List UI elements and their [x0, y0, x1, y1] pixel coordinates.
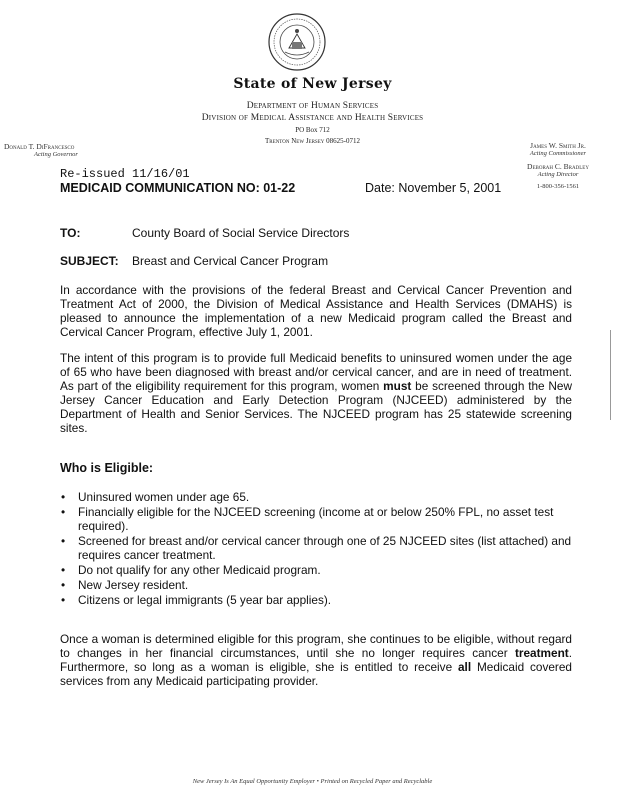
governor-block [4, 142, 78, 158]
list-item-text: Uninsured women under age 65. [78, 490, 250, 504]
eligibility-list [60, 490, 580, 608]
po-box: PO Box 712 [295, 126, 330, 134]
commissioner-title: Acting Commissioner [529, 150, 587, 157]
list-item-text: Do not qualify for any other Medicaid program. [78, 563, 321, 577]
governor-title: Acting Governor [34, 151, 78, 158]
department-name: Department of Human Services [246, 101, 379, 111]
communication-number: MEDICAID COMMUNICATION NO: 01-22 [60, 181, 296, 195]
subject-line [60, 254, 328, 268]
intent-paragraph [60, 351, 572, 435]
state-seal-icon [267, 12, 327, 72]
subject-label: SUBJECT: [60, 254, 119, 268]
list-item [60, 534, 580, 562]
continuation-text-1: Once a woman is determined eligible for this program, she continues to be eligible, without regard to changes in her financial circumstances, until she no longer requires cancer [60, 632, 572, 660]
director-title: Acting Director [537, 171, 579, 178]
footer-note: New Jersey Is An Equal Opportunity Employer • Printed on Recycled Paper and Recyclable [192, 778, 433, 785]
city-address: Trenton New Jersey 08625-0712 [265, 137, 360, 145]
date-value: November 5, 2001 [398, 181, 502, 195]
bullet-icon: • [61, 578, 66, 592]
reissued-stamp: Re-issued 11/16/01 [60, 167, 190, 181]
bullet-icon: • [61, 490, 66, 504]
governor-name: Donald T. DiFrancesco [4, 142, 75, 151]
bullet-icon: • [61, 505, 66, 519]
bullet-icon: • [61, 563, 66, 577]
date-label: Date: [365, 181, 395, 195]
bullet-icon: • [61, 534, 66, 548]
state-title: State of New Jersey [233, 76, 392, 92]
continuation-paragraph [60, 632, 572, 688]
division-name: Division of Medical Assistance and Health Services [201, 113, 424, 123]
phone-number: 1-800-356-1561 [536, 183, 580, 190]
list-item-text: Screened for breast and/or cervical cancer through one of 25 NJCEED sites (list attached) and requires cancer treatment. [78, 534, 572, 562]
list-item-text: Financially eligible for the NJCEED screening (income at or below 250% FPL, no asset test required). [78, 505, 554, 533]
continuation-emphasis-1: treatment [514, 646, 569, 660]
list-item [60, 578, 580, 592]
list-item [60, 563, 580, 577]
bullet-icon: • [61, 593, 66, 607]
continuation-text-3: Medicaid covered services from any Medicaid participating provider. [60, 660, 572, 688]
commissioner-name: James W. Smith Jr. [530, 141, 586, 150]
list-item [60, 505, 580, 533]
communication-date [365, 181, 501, 195]
intent-text-2: be screened through the New Jersey Cancer Education and Early Detection Program (NJCEED) administered by the Department of Health and Senior Services. The NJCEED program has 25 statewide screening sites. [60, 379, 572, 435]
to-line [60, 226, 349, 240]
director-name: Deborah C. Bradley [527, 162, 589, 171]
officials-block [498, 141, 618, 190]
list-item-text: Citizens or legal immigrants (5 year bar applies). [78, 593, 332, 607]
continuation-emphasis-2: all [457, 660, 472, 674]
list-item [60, 490, 580, 504]
intro-paragraph: In accordance with the provisions of the federal Breast and Cervical Cancer Prevention and Treatment Act of 2000, the Division of Medical Assistance and Health Services (DMAHS) is pleased to announce the implementation of a new Medicaid program called the Breast and Cervical Cancer Program, effective July 1, 2001. [60, 283, 572, 339]
list-item [60, 593, 580, 607]
list-item-text: New Jersey resident. [78, 578, 189, 592]
continuation-text-2: . Furthermore, so long as a woman is eligible, she is entitled to receive [60, 646, 572, 674]
intent-text-emphasis: must [383, 379, 412, 393]
to-value: County Board of Social Service Directors [132, 226, 350, 240]
subject-value: Breast and Cervical Cancer Program [132, 254, 329, 268]
intent-text-1: The intent of this program is to provide full Medicaid benefits to uninsured women under the age of 65 who have been diagnosed with breast and/or cervical cancer, and are in need of treatment. As part of the eligibility requirement for this program, women [60, 351, 572, 393]
scan-mark [610, 330, 611, 420]
to-label: TO: [60, 226, 81, 240]
eligible-heading: Who is Eligible: [60, 461, 154, 475]
